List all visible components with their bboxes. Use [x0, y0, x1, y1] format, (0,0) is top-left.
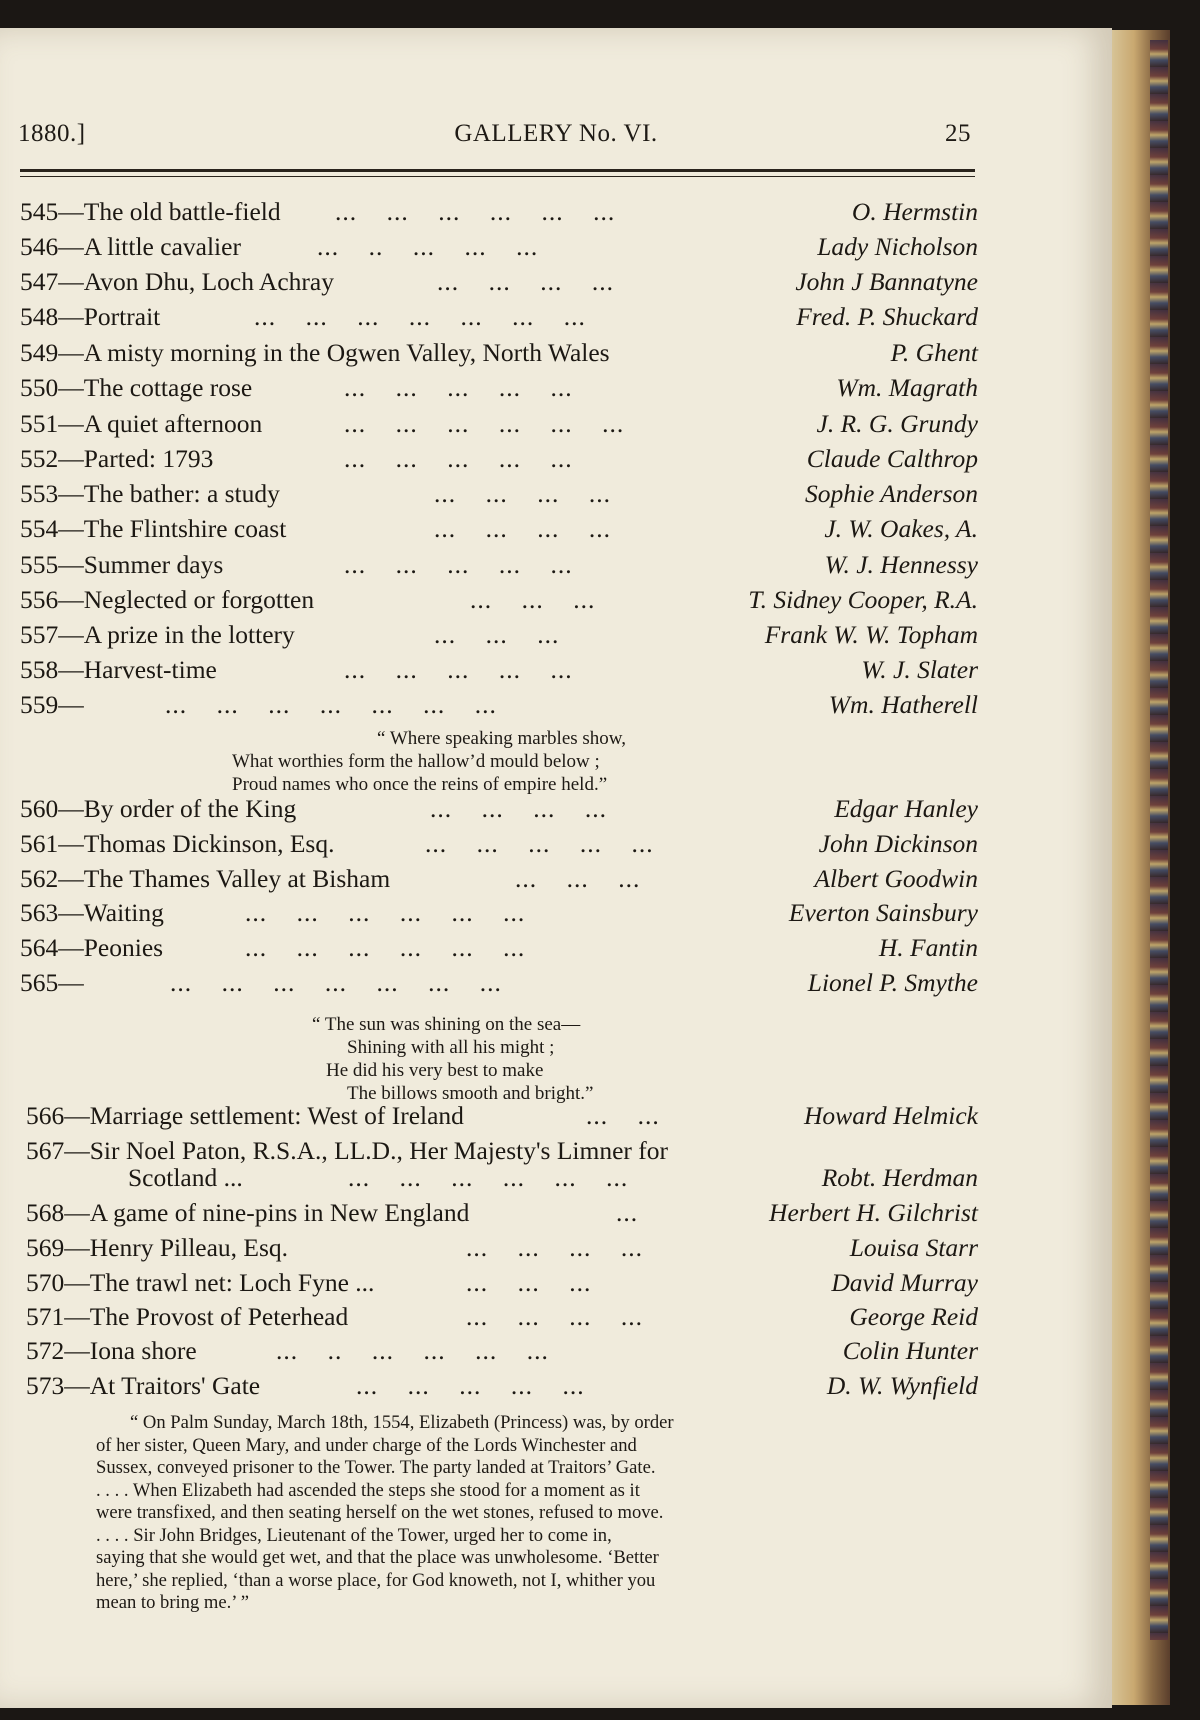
leader-dots: ... ... ... ... [466, 1302, 643, 1331]
catalogue-entry [20, 550, 978, 584]
leader-dots: ... ... ... ... ... ... [245, 898, 526, 927]
entry-artist: T. Sidney Cooper, R.A. [748, 585, 978, 614]
quote-line: He did his very best to make [326, 1060, 544, 1081]
entry-number: 561 [20, 829, 59, 858]
quote-559 [232, 727, 626, 796]
entry-number: 564 [20, 933, 59, 962]
entry-artist: Robt. Herdman [821, 1163, 978, 1192]
entry-artist: Howard Helmick [804, 1101, 978, 1130]
entry-number: 549 [20, 338, 59, 367]
entry-dash: — [64, 1136, 90, 1165]
entry-artist: Colin Hunter [842, 1336, 978, 1365]
entry-dash: — [58, 933, 84, 962]
catalogue-entry [20, 933, 978, 967]
quote-line: “ The sun was shining on the sea— [312, 1014, 581, 1035]
header-title: GALLERY No. VI. [454, 120, 658, 147]
catalogue-entry [20, 585, 978, 619]
entry-artist: Albert Goodwin [814, 864, 978, 893]
leader-dots: ... ... ... ... [437, 267, 614, 296]
entry-title: Scotland ... [128, 1163, 243, 1192]
quote-line: saying that she would get wet, and that the place was unwholesome. ‘Better [96, 1547, 659, 1568]
entry-dash: — [58, 829, 84, 858]
catalogue-entry [20, 864, 978, 898]
entry-artist: Everton Sainsbury [788, 898, 978, 927]
entry-dash: — [58, 794, 84, 823]
leader-dots: ... ... ... ... ... [425, 829, 654, 858]
entry-artist: H. Fantin [878, 933, 978, 962]
leader-dots: ... ... ... ... ... [344, 550, 573, 579]
entry-dash: — [64, 1336, 90, 1365]
entry-dash: — [58, 690, 84, 719]
entry-dash: — [58, 550, 84, 579]
entry-artist: Wm. Magrath [836, 373, 978, 402]
entry-artist: Lionel P. Smythe [807, 968, 978, 997]
entry-dash: — [58, 898, 84, 927]
page-number: 25 [945, 120, 971, 147]
entry-title: Peonies [83, 933, 164, 962]
catalogue-entry [26, 1268, 978, 1302]
entry-artist: J. W. Oakes, A. [824, 514, 978, 543]
quote-line: Sussex, conveyed prisoner to the Tower. The party landed at Traitors’ Gate. [96, 1457, 656, 1478]
entry-dash: — [64, 1268, 90, 1297]
entry-title: Parted: 1793 [83, 444, 214, 473]
entry-number: 555 [20, 550, 59, 579]
entry-artist: Herbert H. Gilchrist [769, 1198, 978, 1227]
quote-line: The billows smooth and bright.” [347, 1083, 594, 1104]
leader-dots: ... ... ... ... ... ... [335, 197, 616, 226]
entry-number: 554 [20, 514, 59, 543]
quote-line: . . . . When Elizabeth had ascended the steps she stood for a moment as it [96, 1479, 640, 1501]
quote-line: Proud names who once the reins of empire held.” [232, 774, 608, 795]
entry-artist: Louisa Starr [849, 1233, 978, 1262]
entry-artist: John Dickinson [818, 829, 978, 858]
entry-dash: — [58, 232, 84, 261]
entry-number: 551 [20, 409, 59, 438]
leader-dots: ... ... ... ... ... ... [348, 1163, 629, 1192]
leader-dots: ... .. ... ... ... [317, 232, 539, 261]
entry-dash: — [58, 968, 84, 997]
entry-number: 572 [26, 1336, 65, 1365]
entry-title: The trawl net: Loch Fyne ... [89, 1268, 375, 1297]
entry-number: 545 [20, 197, 59, 226]
entry-title: Neglected or forgotten [83, 585, 315, 614]
quote-line: . . . . Sir John Bridges, Lieutenant of the Tower, urged her to come in, [96, 1524, 612, 1546]
entry-title: Portrait [83, 302, 161, 331]
entry-title: A game of nine-pins in New England [89, 1198, 470, 1227]
entry-artist: J. R. G. Grundy [816, 409, 978, 438]
entry-number: 560 [20, 794, 59, 823]
quote-line: of her sister, Queen Mary, and under charge of the Lords Winchester and [96, 1434, 637, 1456]
catalogue-entry [20, 338, 978, 372]
entry-artist: O. Hermstin [851, 197, 978, 226]
entry-number: 567 [26, 1136, 65, 1165]
entry-artist: Wm. Hatherell [828, 690, 978, 719]
entry-dash: — [58, 585, 84, 614]
leader-dots: ... ... ... ... ... [344, 373, 573, 402]
entry-number: 569 [26, 1233, 65, 1262]
catalogue-entry [20, 302, 978, 336]
entry-dash: — [58, 373, 84, 402]
catalogue-entry [20, 373, 978, 407]
entry-artist: George Reid [849, 1302, 978, 1331]
leader-dots: ... ... ... ... ... ... ... [170, 968, 502, 997]
entry-title: At Traitors' Gate [89, 1371, 261, 1400]
catalogue-entry [20, 232, 978, 266]
entry-number: 563 [20, 898, 59, 927]
quote-573 [96, 1412, 872, 1615]
quote-line: here,’ she replied, ‘than a worse place, for God knoweth, not I, whither you [96, 1569, 656, 1591]
entry-title: Sir Noel Paton, R.S.A., LL.D., Her Majesty's Limner for [89, 1136, 669, 1165]
entry-artist: John J Bannatyne [795, 267, 978, 296]
entry-dash: — [58, 864, 84, 893]
catalogue-entry [20, 197, 978, 231]
catalogue-entry [20, 794, 978, 828]
catalogue-entry [26, 1198, 978, 1232]
entry-dash: — [64, 1302, 90, 1331]
catalogue-entry [20, 829, 978, 863]
entry-number: 547 [20, 267, 59, 296]
entry-artist: Fred. P. Shuckard [796, 302, 978, 331]
entry-artist: D. W. Wynfield [826, 1371, 978, 1400]
quote-line: What worthies form the hallow’d mould below ; [232, 751, 600, 772]
catalogue-entry [20, 898, 978, 932]
entry-title: Summer days [83, 550, 224, 579]
entry-dash: — [58, 444, 84, 473]
entry-number: 568 [26, 1198, 65, 1227]
header-rule-thin [20, 176, 975, 177]
quote-line: mean to bring me.’ ” [96, 1592, 249, 1613]
entry-artist: David Murray [831, 1268, 978, 1297]
entry-title: Waiting [83, 898, 164, 927]
entry-dash: — [64, 1101, 90, 1130]
entry-number: 546 [20, 232, 59, 261]
entry-number: 570 [26, 1268, 65, 1297]
leader-dots: ... ... ... ... ... ... [344, 409, 625, 438]
entry-number: 552 [20, 444, 59, 473]
leader-dots: ... ... [586, 1101, 660, 1130]
leader-dots: ... ... ... ... [434, 479, 611, 508]
catalogue-entry [26, 1302, 978, 1336]
entry-title: The Provost of Peterhead [89, 1302, 349, 1331]
quote-line: “ Where speaking marbles show, [377, 728, 627, 749]
entry-title: A prize in the lottery [83, 620, 295, 649]
entry-artist: Edgar Hanley [834, 794, 978, 823]
entry-number: 566 [26, 1101, 65, 1130]
entry-title: The bather: a study [83, 479, 280, 508]
entry-number: 557 [20, 620, 59, 649]
entry-title: A misty morning in the Ogwen Valley, North Wales [83, 338, 610, 367]
entry-title: A quiet afternoon [83, 409, 263, 438]
entry-title: Thomas Dickinson, Esq. [83, 829, 335, 858]
leader-dots: ... ... ... ... ... ... ... [165, 690, 497, 719]
catalogue-entry [20, 479, 978, 513]
leader-dots: ... ... ... ... ... ... ... [254, 302, 586, 331]
quote-line: were transfixed, and then seating herself on the wet stones, refused to move. [96, 1502, 664, 1523]
leader-dots: ... ... ... [466, 1268, 592, 1297]
entry-artist: W. J. Slater [861, 655, 978, 684]
entry-dash: — [58, 620, 84, 649]
entry-title: By order of the King [83, 794, 297, 823]
entry-number: 556 [20, 585, 59, 614]
catalogue-entry [20, 690, 978, 724]
entry-number: 573 [26, 1371, 65, 1400]
catalogue-entry [20, 968, 978, 1002]
leader-dots: ... ... ... [515, 864, 641, 893]
entry-dash: — [58, 197, 84, 226]
marbled-edge [1150, 40, 1168, 1640]
entry-title: Iona shore [89, 1336, 197, 1365]
entry-dash: — [58, 479, 84, 508]
quote-565 [312, 1013, 593, 1105]
entry-dash: — [58, 267, 84, 296]
entry-dash: — [64, 1198, 90, 1227]
entry-artist: Claude Calthrop [806, 444, 978, 473]
entry-title: Avon Dhu, Loch Achray [83, 267, 334, 296]
entry-number: 558 [20, 655, 59, 684]
entry-number: 571 [26, 1302, 65, 1331]
entry-title: The cottage rose [83, 373, 253, 402]
catalogue-entry [20, 655, 978, 689]
entry-title: Marriage settlement: West of Ireland [89, 1101, 464, 1130]
leader-dots: ... ... ... ... ... [356, 1371, 585, 1400]
catalogue-entry [128, 1163, 978, 1197]
catalogue-entry [20, 620, 978, 654]
leader-dots: ... .. ... ... ... ... [276, 1336, 549, 1365]
leader-dots: ... ... ... [470, 585, 596, 614]
entry-number: 559 [20, 690, 59, 719]
entry-artist: W. J. Hennessy [824, 550, 978, 579]
entry-number: 562 [20, 864, 59, 893]
entry-dash: — [58, 302, 84, 331]
entry-dash: — [64, 1233, 90, 1262]
entry-dash: — [58, 514, 84, 543]
entry-dash: — [64, 1371, 90, 1400]
leader-dots: ... ... ... ... [466, 1233, 643, 1262]
entry-number: 548 [20, 302, 59, 331]
header-rule [20, 169, 975, 172]
entry-title: Harvest-time [83, 655, 217, 684]
header-year: 1880.] [18, 120, 86, 147]
entry-number: 550 [20, 373, 59, 402]
entry-artist: Frank W. W. Topham [764, 620, 978, 649]
quote-line: “ On Palm Sunday, March 18th, 1554, Elizabeth (Princess) was, by order [130, 1412, 674, 1433]
leader-dots: ... ... ... ... [434, 514, 611, 543]
entry-artist: Sophie Anderson [804, 479, 978, 508]
catalogue-entry [20, 267, 978, 301]
catalogue-entry [20, 409, 978, 443]
entry-number: 553 [20, 479, 59, 508]
leader-dots: ... [616, 1198, 639, 1227]
leader-dots: ... ... ... ... ... ... [245, 933, 526, 962]
entry-title: The Flintshire coast [83, 514, 287, 543]
entry-dash: — [58, 409, 84, 438]
catalogue-entry [26, 1336, 978, 1370]
catalogue-entry [20, 444, 978, 478]
entry-dash: — [58, 338, 84, 367]
catalogue-entry [26, 1371, 978, 1405]
leader-dots: ... ... ... ... ... [344, 444, 573, 473]
entry-number: 565 [20, 968, 59, 997]
entry-title: The Thames Valley at Bisham [83, 864, 391, 893]
leader-dots: ... ... ... [434, 620, 560, 649]
leader-dots: ... ... ... ... [430, 794, 607, 823]
catalogue-entry [26, 1233, 978, 1267]
leader-dots: ... ... ... ... ... [344, 655, 573, 684]
entry-title: A little cavalier [83, 232, 241, 261]
entry-dash: — [58, 655, 84, 684]
entry-title: The old battle-field [83, 197, 281, 226]
catalogue-entry [26, 1101, 978, 1135]
quote-line: Shining with all his might ; [347, 1037, 555, 1058]
entry-artist: Lady Nicholson [817, 232, 978, 261]
catalogue-entry [20, 514, 978, 548]
entry-artist: P. Ghent [890, 338, 978, 367]
entry-title: Henry Pilleau, Esq. [89, 1233, 289, 1262]
